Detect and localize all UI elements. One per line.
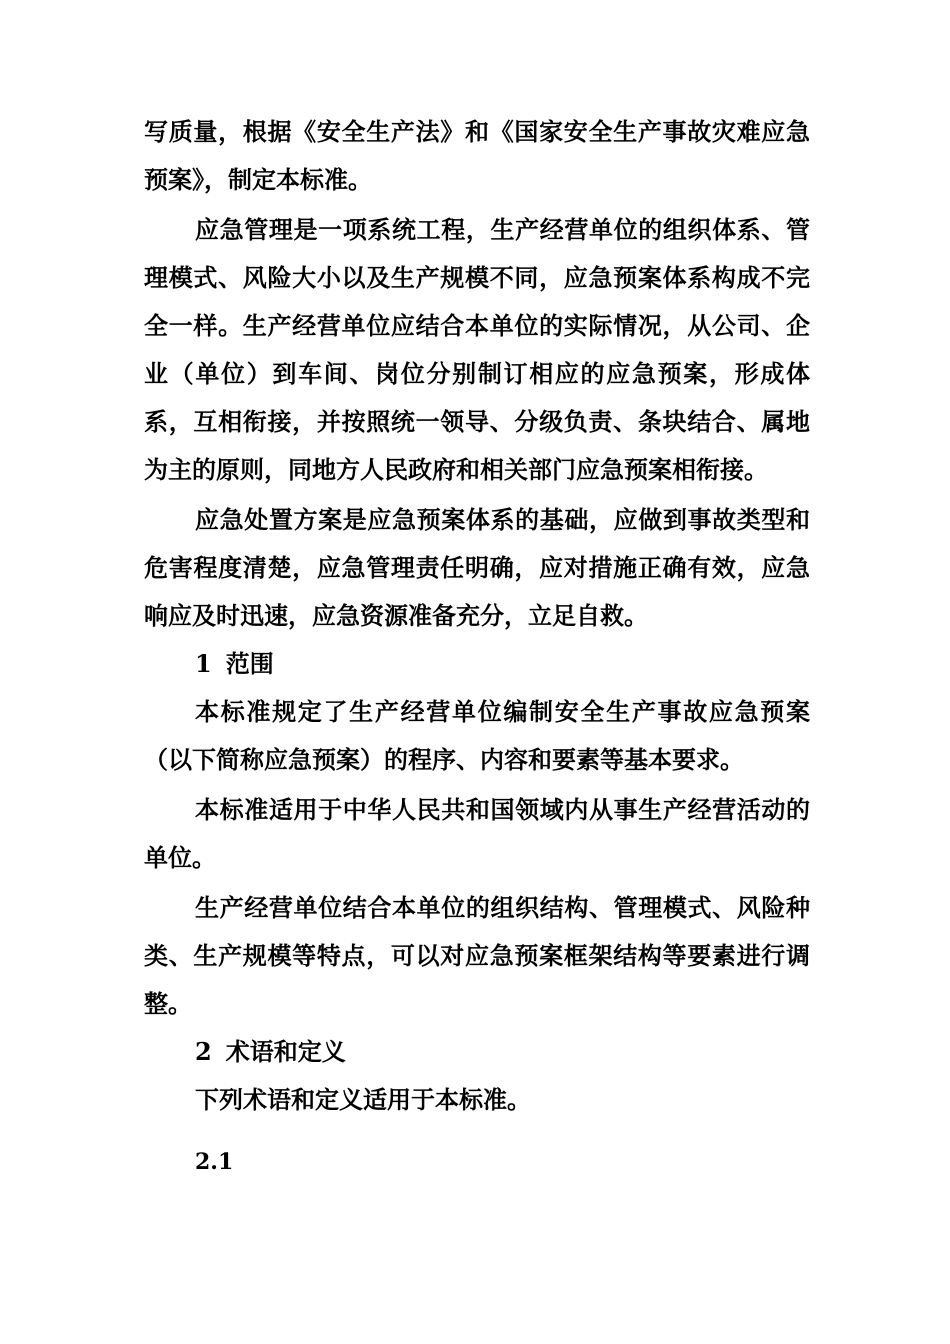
section-title: 术语和定义 (225, 1038, 346, 1066)
subsection-number: 2.1 (195, 1149, 234, 1175)
section-heading-scope (144, 640, 810, 688)
section-heading-terms (144, 1028, 810, 1076)
section-number: 2 (195, 1037, 212, 1066)
paragraph-scope-3: 生产经营单位结合本单位的组织结构、管理模式、风险种类、生产规模等特点，可以对应急预案框架结构等要素进行调整。 (144, 894, 810, 1018)
document-body (144, 108, 810, 1186)
paragraph-terms-1: 下列术语和定义适用于本标准。 (195, 1086, 531, 1114)
paragraph-emergency-management: 应急管理是一项系统工程，生产经营单位的组织体系、管理模式、风险大小以及生产规模不同，应急预案体系构成不完全一样。生产经营单位应结合本单位的实际情况，从公司、企业（单位）到车间、岗位分别制订相应的应急预案，形成体系，互相衔接，并按照统一领导、分级负责、条块结合、属地为主的原则，同地方人民政府和相关部门应急预案相衔接。 (144, 216, 810, 484)
paragraph-continuation: 写质量，根据《安全生产法》和《国家安全生产事故灾难应急预案》，制定本标准。 (144, 118, 810, 194)
paragraph-scope-1: 本标准规定了生产经营单位编制安全生产事故应急预案（以下简称应急预案）的程序、内容和要素等基本要求。 (144, 698, 810, 774)
paragraph-scope-2: 本标准适用于中华人民共和国领域内从事生产经营活动的单位。 (144, 796, 810, 872)
section-title: 范围 (225, 650, 274, 678)
paragraph-disposal-plan: 应急处置方案是应急预案体系的基础，应做到事故类型和危害程度清楚，应急管理责任明确，应对措施正确有效，应急响应及时迅速，应急资源准备充分，立足自救。 (144, 506, 810, 630)
section-number: 1 (195, 649, 212, 678)
